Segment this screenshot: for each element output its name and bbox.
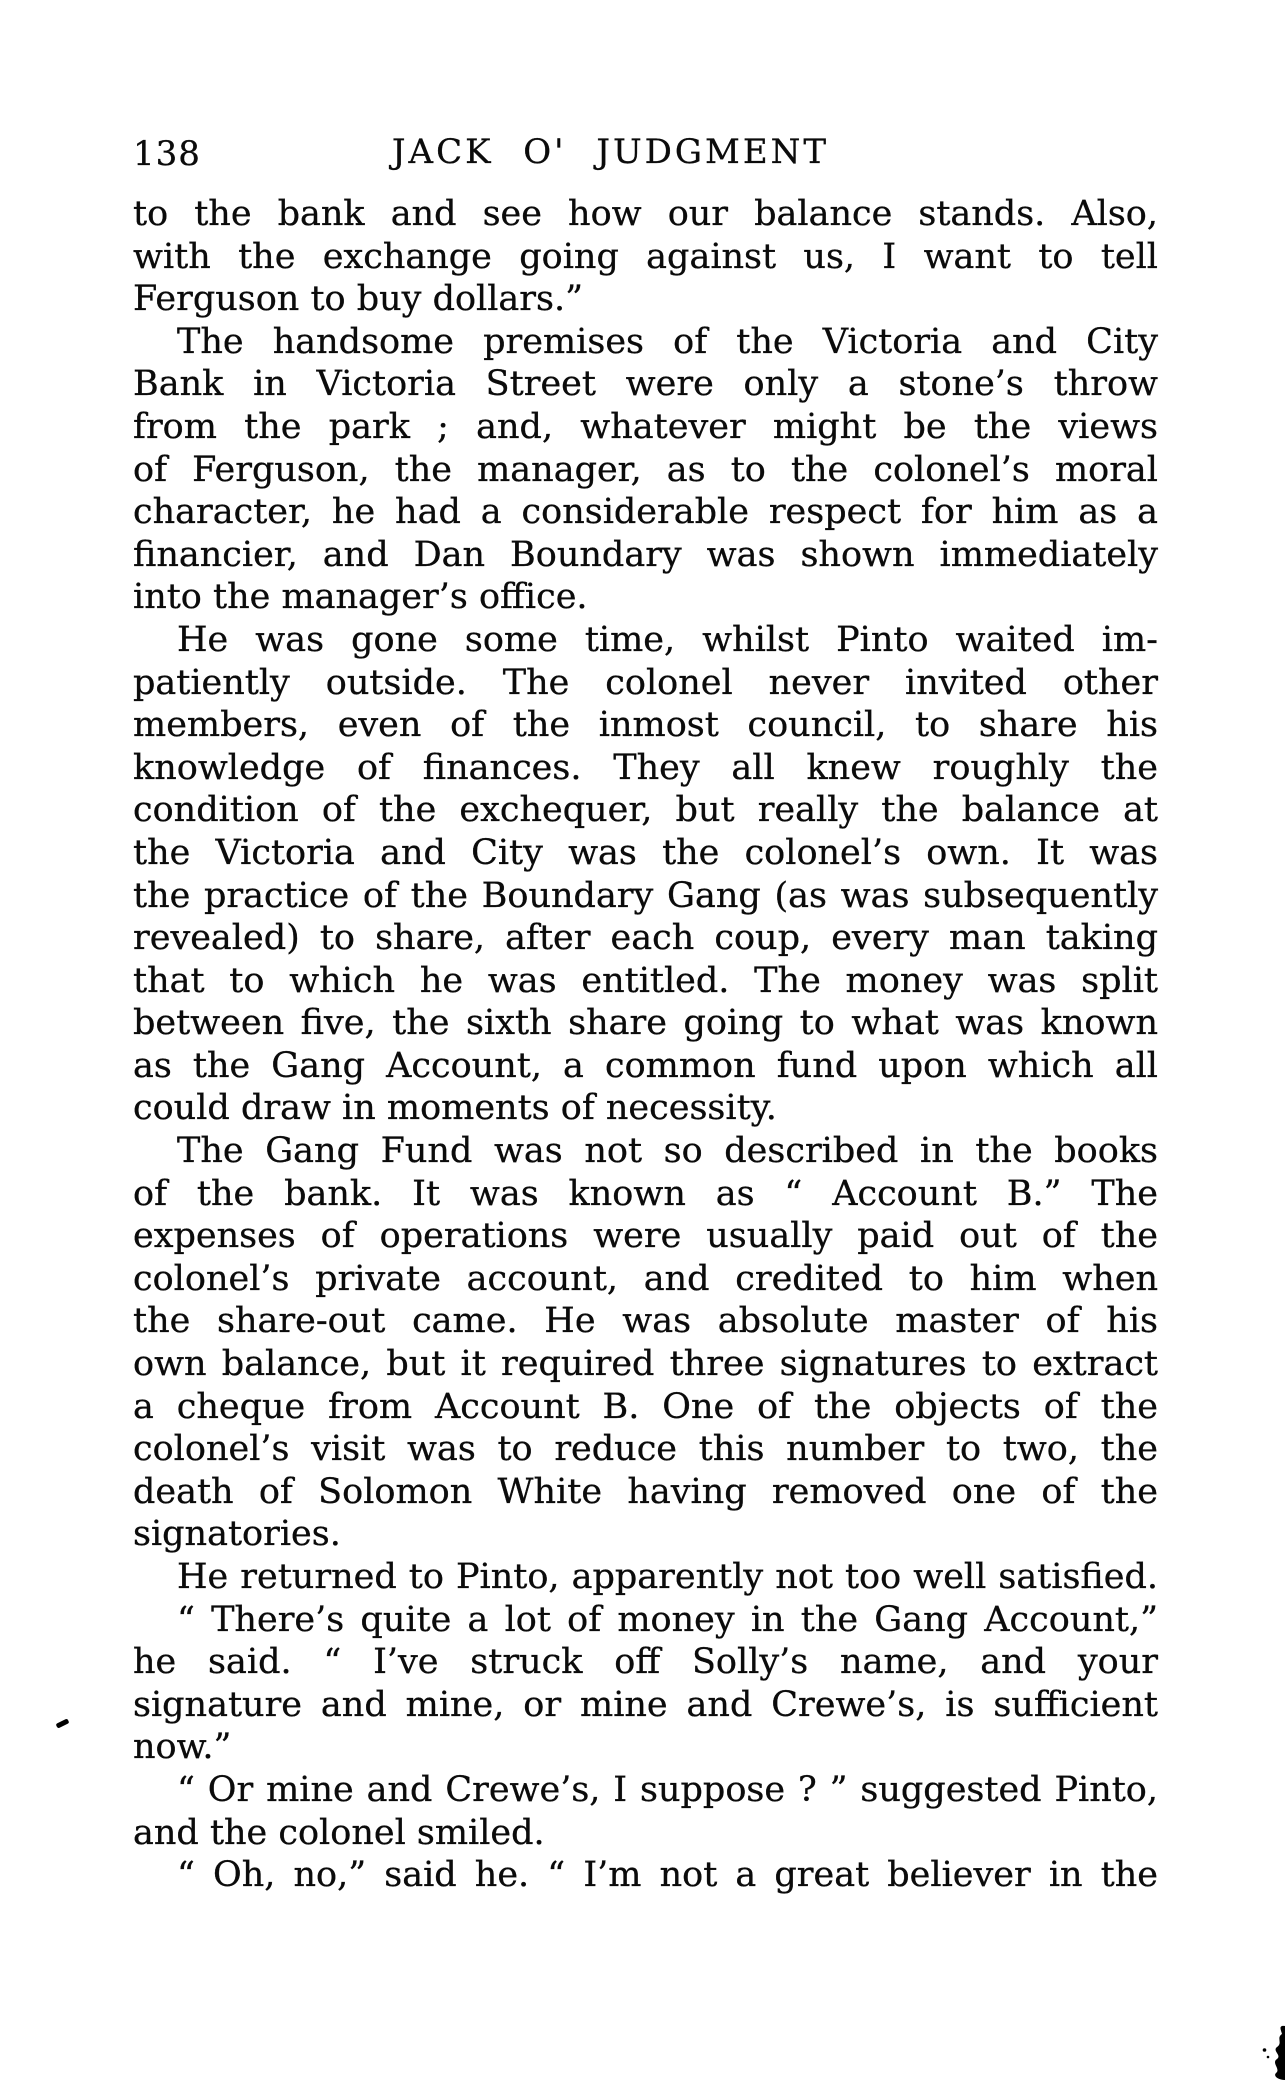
page-number: 138 xyxy=(133,134,201,174)
text-line: colonel’s visit was to reduce this number to two, the xyxy=(133,1429,1158,1470)
text-line: with the exchange going against us, I want to tell xyxy=(133,236,1158,277)
text-line: of the bank. It was known as “ Account B.” The xyxy=(133,1173,1158,1214)
text-line: expenses of operations were usually paid out of the xyxy=(133,1216,1158,1257)
text-line: “ There’s quite a lot of money in the Gang Account,” xyxy=(177,1599,1158,1640)
text-line: character, he had a considerable respect for him as a xyxy=(133,492,1158,533)
text-line: between five, the sixth share going to what was known xyxy=(133,1003,1158,1044)
paragraph xyxy=(133,1130,1158,1556)
paragraph xyxy=(133,1556,1158,1599)
text-line: revealed) to share, after each coup, every man taking xyxy=(133,918,1158,959)
ink-speck xyxy=(56,1718,70,1728)
text-line: signature and mine, or mine and Crewe’s, is sufficient xyxy=(133,1684,1158,1725)
paragraph xyxy=(133,1599,1158,1769)
text-line: members, even of the inmost council, to share his xyxy=(133,705,1158,746)
text-line: now.” xyxy=(133,1727,232,1768)
running-title: JACK O' JUDGMENT xyxy=(391,132,830,172)
page-text xyxy=(133,193,1158,1897)
paragraph xyxy=(133,193,1158,321)
text-line: he said. “ I’ve struck off Solly’s name, and your xyxy=(133,1642,1158,1683)
text-line: the practice of the Boundary Gang (as was subsequently xyxy=(133,875,1158,916)
text-line: Bank in Victoria Street were only a stone’s throw xyxy=(133,364,1158,405)
text-line: He returned to Pinto, apparently not too well satisfied. xyxy=(177,1557,1158,1597)
paragraph xyxy=(133,1854,1158,1897)
text-line: to the bank and see how our balance stands. Also, xyxy=(133,194,1158,234)
text-line: patiently outside. The colonel never invited other xyxy=(133,662,1158,703)
text-line: a cheque from Account B. One of the objects of the xyxy=(133,1386,1158,1427)
ink-blob xyxy=(1261,2022,1285,2080)
text-line: “ Or mine and Crewe’s, I suppose ? ” suggested Pinto, xyxy=(177,1769,1158,1810)
text-line: that to which he was entitled. The money was split xyxy=(133,960,1158,1001)
text-line: colonel’s private account, and credited to him when xyxy=(133,1258,1158,1299)
text-line: own balance, but it required three signatures to extract xyxy=(133,1344,1158,1385)
text-line: signatories. xyxy=(133,1514,341,1555)
text-line: death of Solomon White having removed one of the xyxy=(133,1471,1158,1512)
text-line: knowledge of finances. They all knew roughly the xyxy=(133,747,1158,788)
text-line: as the Gang Account, a common fund upon which all xyxy=(133,1045,1158,1086)
text-line: the Victoria and City was the colonel’s own. It was xyxy=(133,832,1158,873)
text-line: The Gang Fund was not so described in the books xyxy=(177,1131,1158,1172)
text-line: and the colonel smiled. xyxy=(133,1812,545,1853)
paragraph xyxy=(133,1769,1158,1854)
text-line: from the park ; and, whatever might be the views xyxy=(133,406,1158,447)
running-head xyxy=(133,132,1158,178)
text-line: Ferguson to buy dollars.” xyxy=(133,279,584,320)
text-line: “ Oh, no,” said he. “ I’m not a great believer in the xyxy=(177,1855,1158,1896)
text-line: condition of the exchequer, but really the balance at xyxy=(133,790,1158,831)
text-line: The handsome premises of the Victoria and City xyxy=(177,321,1158,362)
text-line: He was gone some time, whilst Pinto waited im- xyxy=(177,619,1158,660)
text-line: the share-out came. He was absolute master of his xyxy=(133,1301,1158,1342)
paragraph xyxy=(133,619,1158,1130)
text-line: of Ferguson, the manager, as to the colonel’s moral xyxy=(133,449,1158,490)
text-line: financier, and Dan Boundary was shown immediately xyxy=(133,534,1158,575)
text-line: could draw in moments of necessity. xyxy=(133,1088,777,1129)
text-line: into the manager’s office. xyxy=(133,577,588,618)
paragraph xyxy=(133,321,1158,619)
